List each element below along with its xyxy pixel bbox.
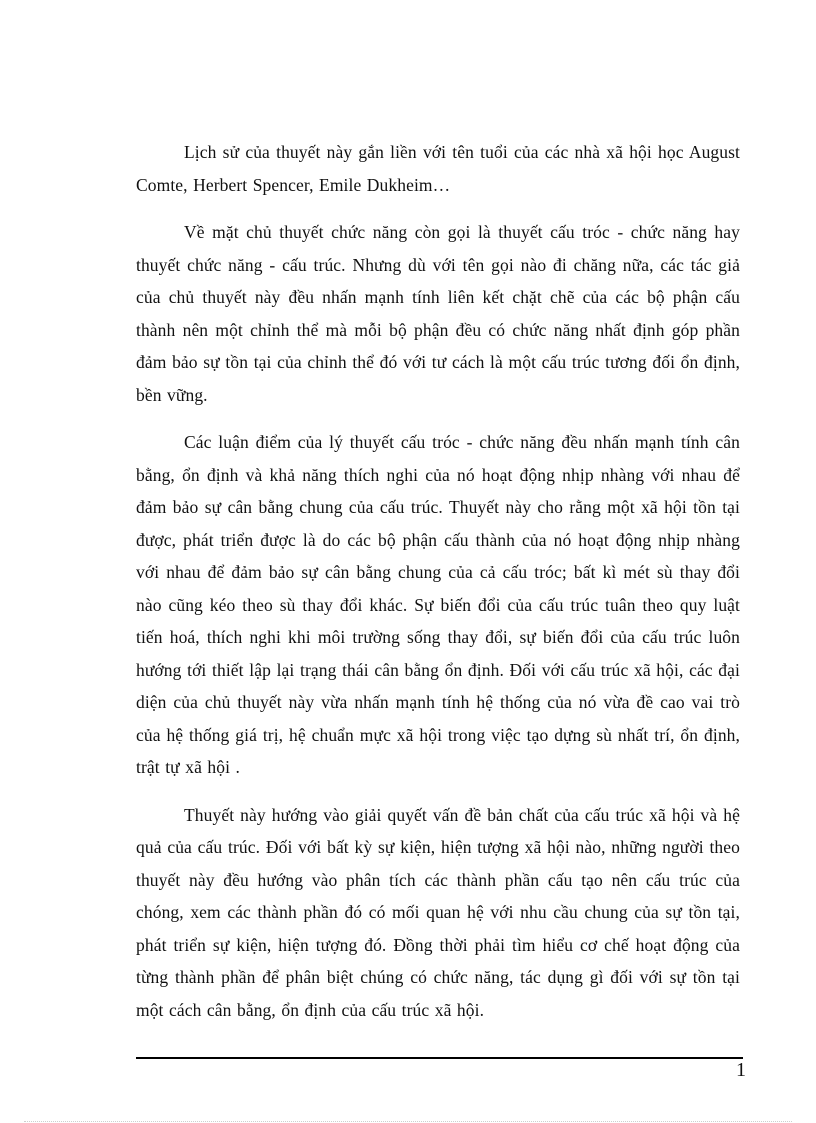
footer-rule bbox=[136, 1057, 743, 1059]
paragraph-structural-functional-arguments: Các luận điểm của lý thuyết cấu tróc - chức năng đều nhấn mạnh tính cân bằng, ổn định và khả năng thích nghi của nó hoạt động nhịp nhàng với nhau để đảm bảo sự cân bằng chung của cấu trúc. Thuyết này cho rằng một xã hội tồn tại được, phát triển được là do các bộ phận cấu thành của nó hoạt động nhịp nhàng với nhau để đảm bảo sự cân bằng chung của cả cấu tróc; bất kì mét sù thay đổi nào cũng kéo theo sù thay đổi khác. Sự biến đổi của cấu trúc tuân theo quy luật tiến hoá, thích nghi khi môi trường sống thay đổi, sự biến đổi của cấu trúc luôn hướng tới thiết lập lại trạng thái cân bằng ổn định. Đối với cấu trúc xã hội, các đại diện của chủ thuyết này vừa nhấn mạnh tính hệ thống của nó vừa đề cao vai trò của hệ thống giá trị, hệ chuẩn mực xã hội trong việc tạo dựng sù nhất trí, ổn định, trật tự xã hội . bbox=[136, 432, 740, 777]
paragraph-functional-theory-definition: Về mặt chủ thuyết chức năng còn gọi là thuyết cấu tróc - chức năng hay thuyết chức năng - cấu trúc. Nhưng dù với tên gọi nào đi chăng nữa, các tác giả của chủ thuyết này đều nhấn mạnh tính liên kết chặt chẽ của các bộ phận cấu thành nên một chỉnh thể mà mỗi bộ phận đều có chức năng nhất định góp phần đảm bảo sự tồn tại của chỉnh thể đó với tư cách là một cấu trúc tương đối ổn định, bền vững. bbox=[136, 222, 740, 405]
page-number: 1 bbox=[736, 1059, 746, 1081]
paragraph-theory-focus: Thuyết này hướng vào giải quyết vấn đề bản chất của cấu trúc xã hội và hệ quả của cấu trúc. Đối với bất kỳ sự kiện, hiện tượng xã hội nào, những người theo thuyết này đều hướng vào phân tích các thành phần cấu tạo nên cấu trúc của chóng, xem các thành phần đó có mối quan hệ với nhu cầu chung của sự tồn tại, phát triển sự kiện, hiện tượng đó. Đồng thời phải tìm hiểu cơ chế hoạt động của từng thành phần để phân biệt chúng có chức năng, tác dụng gì đối với sự tồn tại một cách cân bằng, ổn định của cấu trúc xã hội. bbox=[136, 804, 740, 1020]
body-text bbox=[136, 136, 740, 1041]
paragraph-history: Lịch sử của thuyết này gắn liền với tên tuổi của các nhà xã hội học August Comte, Herbert Spencer, Emile Dukheim… bbox=[136, 142, 740, 195]
page-bottom-border bbox=[24, 1121, 792, 1122]
